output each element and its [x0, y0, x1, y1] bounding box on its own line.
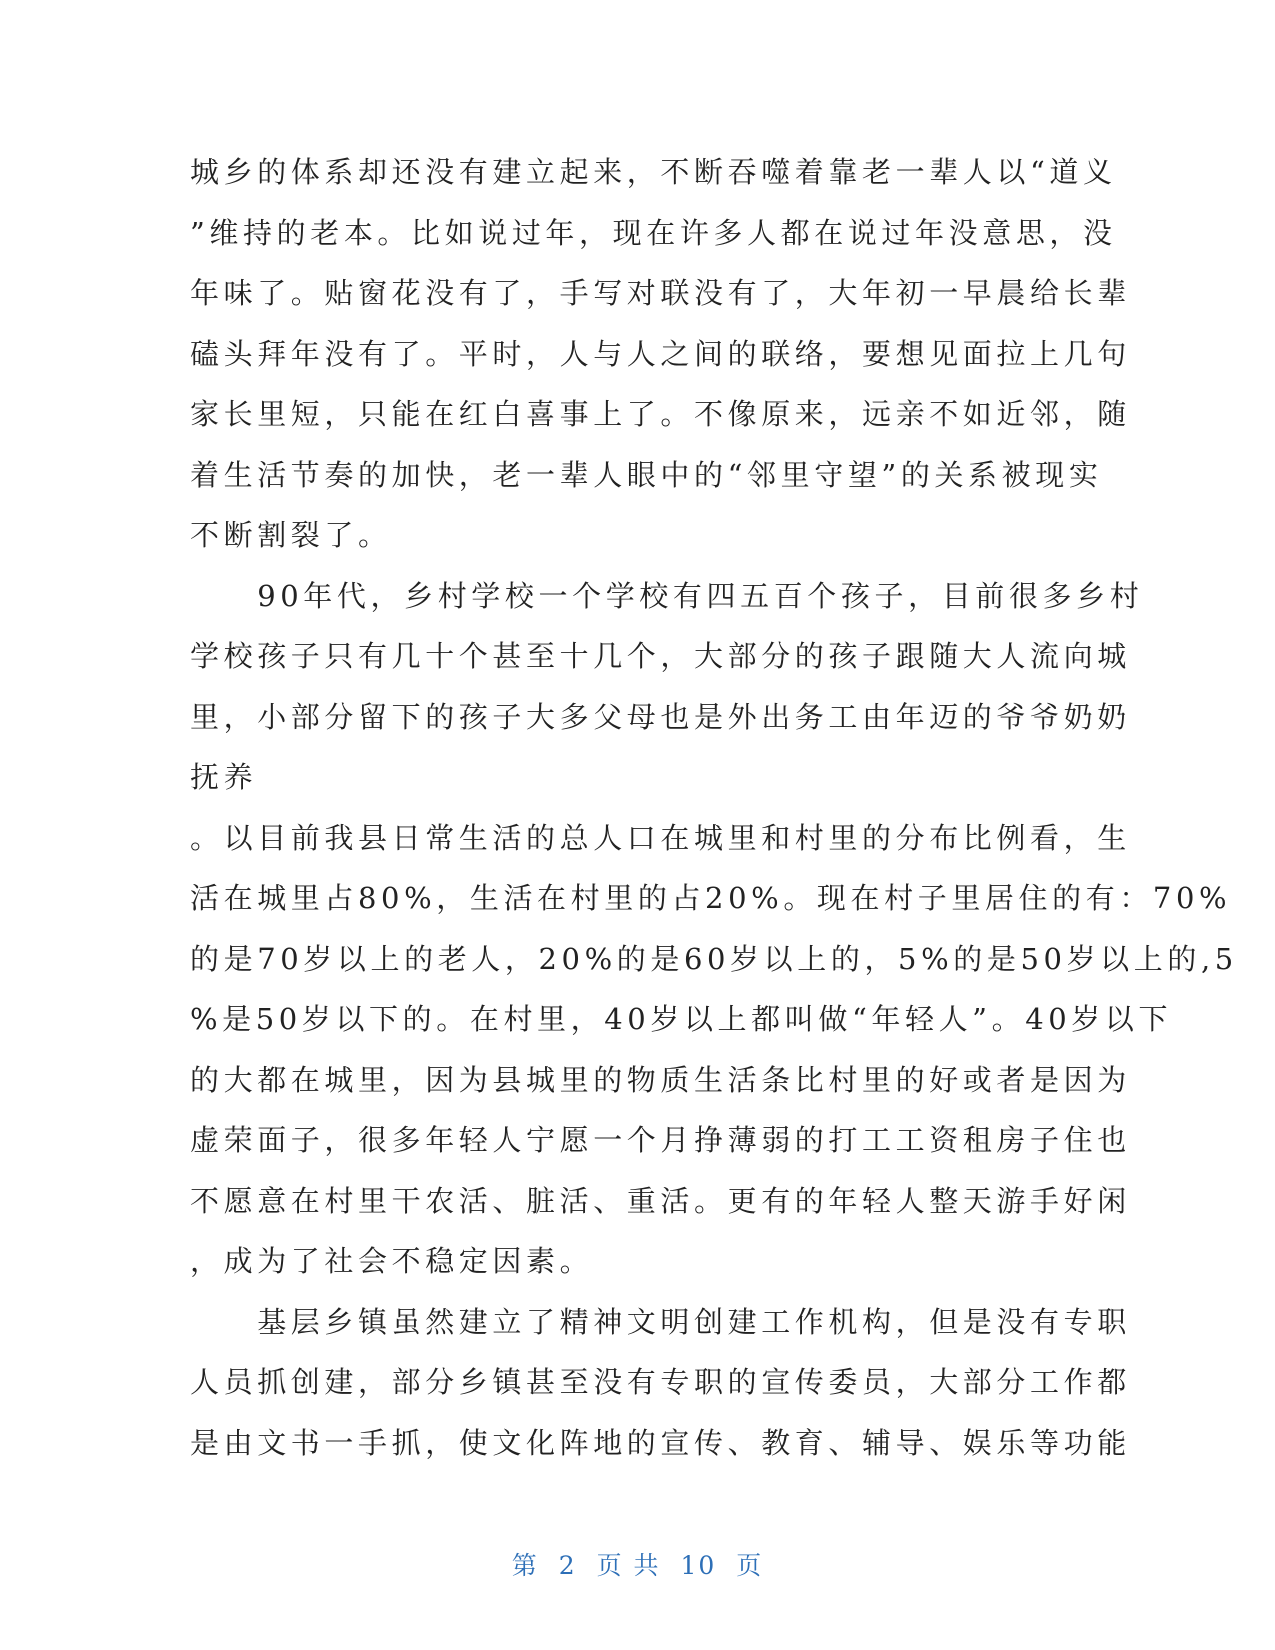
document-body: [190, 142, 1238, 1473]
text-line: 城乡的体系却还没有建立起来，不断吞噬着靠老一辈人以“道义: [190, 155, 1117, 189]
text-line: 抚养: [190, 760, 258, 794]
footer-middle: 页 共: [596, 1551, 661, 1580]
footer-current-page: 2: [558, 1551, 577, 1580]
text-line: ”维持的老本。比如说过年，现在许多人都在说过年没意思，没: [190, 215, 1117, 250]
text-line: 的是70岁以上的老人，20%的是60岁以上的，5%的是50岁以上的,5: [190, 941, 1238, 976]
text-line: 家长里短，只能在红白喜事上了。不像原来，远亲不如近邻，随: [190, 397, 1131, 431]
text-line: 里，小部分留下的孩子大多父母也是外出务工由年迈的爷爷奶奶: [190, 699, 1131, 734]
text-line: 的大都在城里，因为县城里的物质生活条比村里的好或者是因为: [190, 1062, 1131, 1097]
text-line: 不愿意在村里干农活、脏活、重活。更有的年轻人整天游手好闲: [190, 1183, 1131, 1218]
footer-total-pages: 10: [680, 1551, 717, 1580]
text-line: 着生活节奏的加快，老一辈人眼中的“邻里守望”的关系被现实: [190, 457, 1103, 492]
text-line: 学校孩子只有几十个甚至十几个，大部分的孩子跟随大人流向城: [190, 639, 1131, 673]
text-line: 基层乡镇虽然建立了精神文明创建工作机构，但是没有专职: [190, 1304, 1131, 1339]
footer-prefix: 第: [511, 1551, 539, 1580]
text-line: 不断割裂了。: [190, 518, 392, 552]
footer-suffix: 页: [736, 1551, 764, 1580]
text-line: 。以目前我县日常生活的总人口在城里和村里的分布比例看，生: [190, 820, 1131, 855]
text-line: 90年代，乡村学校一个学校有四五百个孩子，目前很多乡村: [190, 578, 1144, 613]
text-line: 活在城里占80%，生活在村里的占20%。现在村子里居住的有：70%: [190, 881, 1232, 915]
text-line: ，成为了社会不稳定因素。: [190, 1244, 594, 1278]
text-line: 虚荣面子，很多年轻人宁愿一个月挣薄弱的打工工资租房子住也: [190, 1123, 1131, 1157]
text-line: 是由文书一手抓，使文化阵地的宣传、教育、辅导、娱乐等功能: [190, 1425, 1131, 1460]
page-footer: [0, 1546, 1275, 1582]
text-line: 磕头拜年没有了。平时，人与人之间的联络，要想见面拉上几句: [190, 336, 1131, 371]
text-line: 年味了。贴窗花没有了，手写对联没有了，大年初一早晨给长辈: [190, 276, 1131, 310]
text-line: 人员抓创建，部分乡镇甚至没有专职的宣传委员，大部分工作都: [190, 1365, 1131, 1399]
text-line: %是50岁以下的。在村里，40岁以上都叫做“年轻人”。40岁以下: [190, 1002, 1173, 1036]
